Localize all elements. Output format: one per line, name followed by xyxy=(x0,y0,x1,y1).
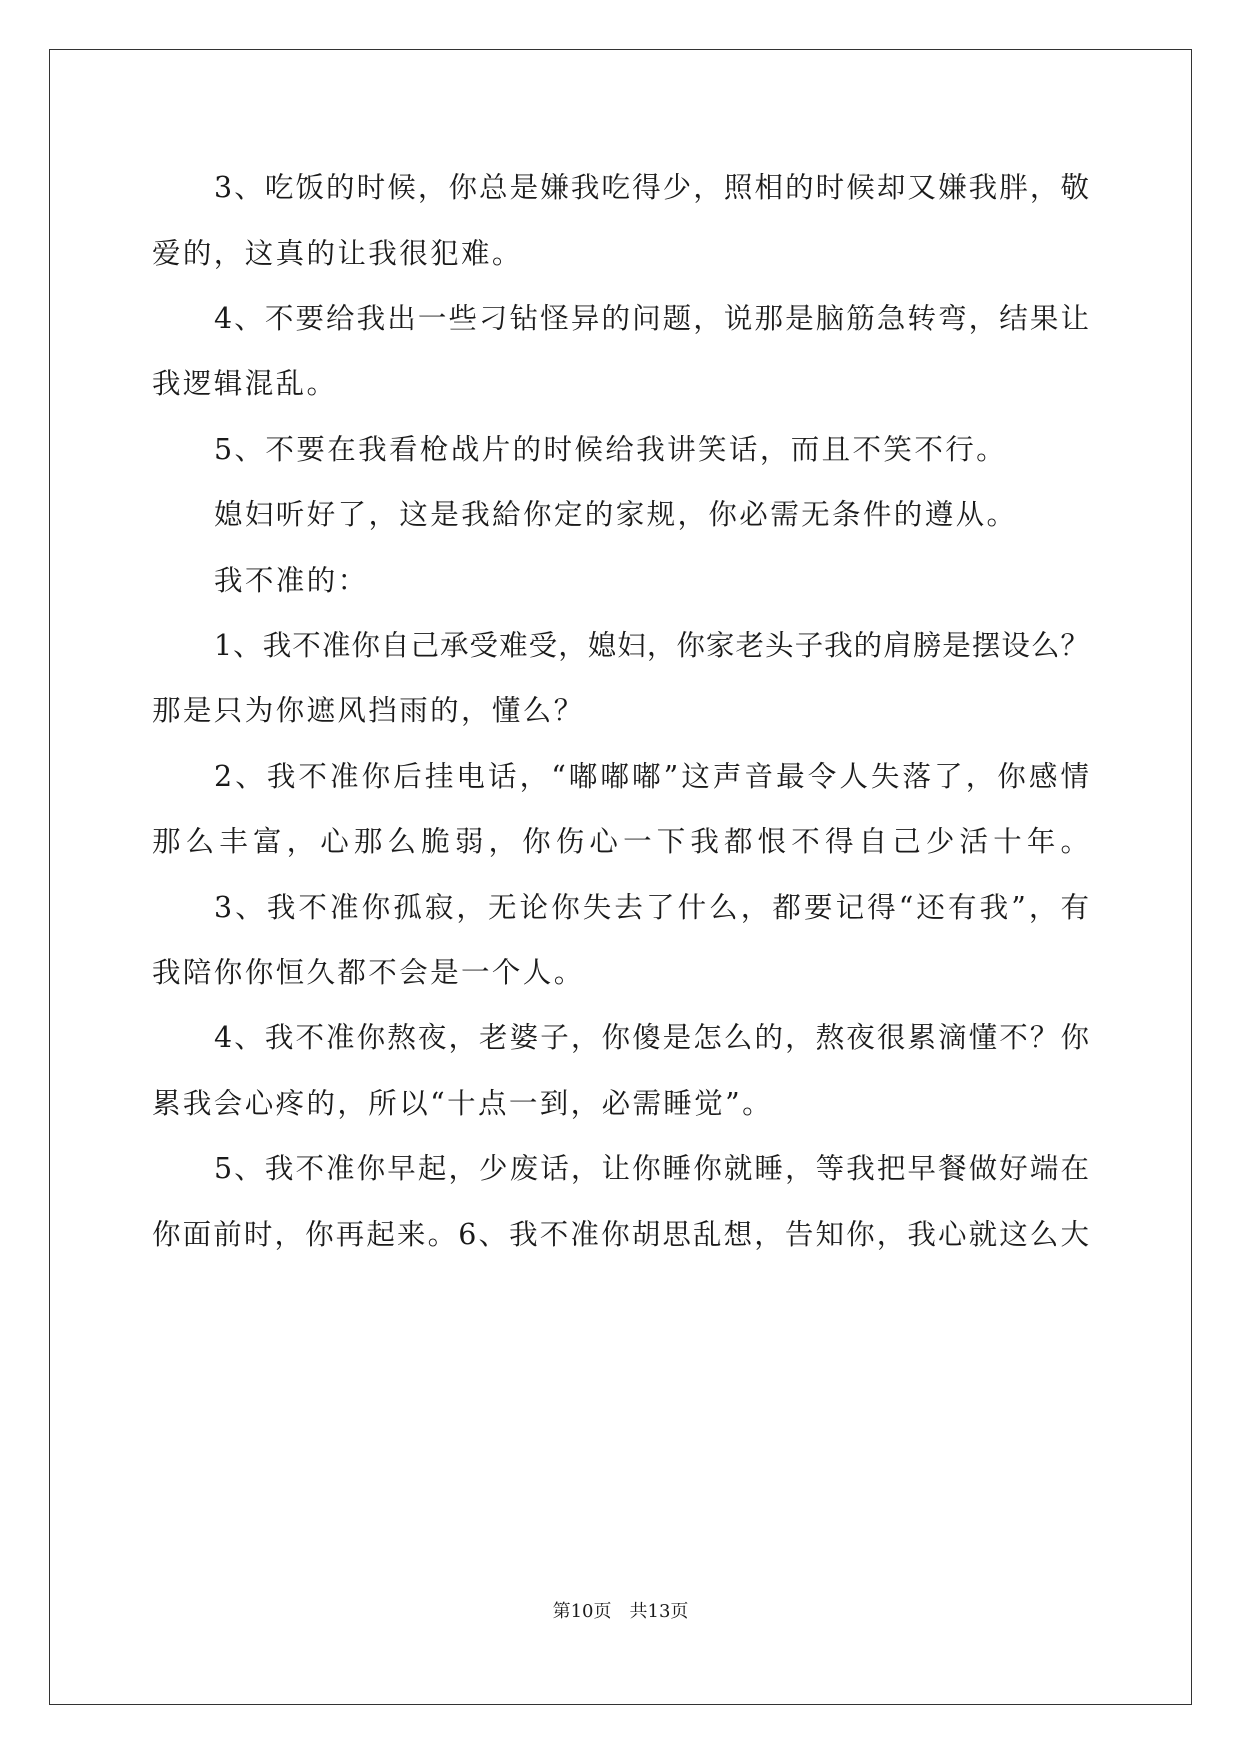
paragraph-line: 3、吃饭的时候，你总是嫌我吃得少，照相的时候却又嫌我胖，敬 xyxy=(214,171,1089,204)
paragraph-line: 那是只为你遮风挡雨的，懂么？ xyxy=(152,694,585,727)
page-border xyxy=(49,49,1192,1705)
total-page-count: 共13页 xyxy=(629,1601,689,1622)
paragraph-line: 爱的，这真的让我很犯难。 xyxy=(152,237,523,270)
paragraph-line: 1、我不准你自己承受难受，媳妇，你家老头子我的肩膀是摆设么？ xyxy=(214,629,1089,662)
paragraph-line: 2、我不准你后挂电话，“嘟嘟嘟”这声音最令人失落了，你感情 xyxy=(214,760,1089,793)
paragraph-line: 4、不要给我出一些刁钻怪异的问题，说那是脑筋急转弯，结果让 xyxy=(214,302,1089,335)
paragraph-line: 我逻辑混乱。 xyxy=(152,367,338,400)
paragraph-line: 累我会心疼的，所以“十点一到，必需睡觉”。 xyxy=(152,1087,774,1120)
page-footer xyxy=(0,1600,1241,1624)
paragraph-line: 媳妇听好了，这是我給你定的家规，你必需无条件的遵从。 xyxy=(214,498,1018,531)
paragraph-line: 我陪你你恒久都不会是一个人。 xyxy=(152,956,585,989)
paragraph-line: 3、我不准你孤寂，无论你失去了什么，都要记得“还有我”，有 xyxy=(214,891,1089,924)
section-heading: 我不准的： xyxy=(214,564,369,597)
paragraph-line: 那么丰富，心那么脆弱，你伤心一下我都恨不得自己少活十年。 xyxy=(152,825,1089,858)
paragraph-line: 你面前时，你再起来。6、我不准你胡思乱想，告知你，我心就这么大 xyxy=(152,1218,1089,1251)
paragraph-line: 4、我不准你熬夜，老婆子，你傻是怎么的，熬夜很累滴懂不？你 xyxy=(214,1021,1089,1054)
current-page-number: 第10页 xyxy=(552,1601,612,1622)
paragraph-line: 5、我不准你早起，少废话，让你睡你就睡，等我把早餐做好端在 xyxy=(214,1152,1089,1185)
paragraph-line: 5、不要在我看枪战片的时候给我讲笑话，而且不笑不行。 xyxy=(214,433,1008,466)
